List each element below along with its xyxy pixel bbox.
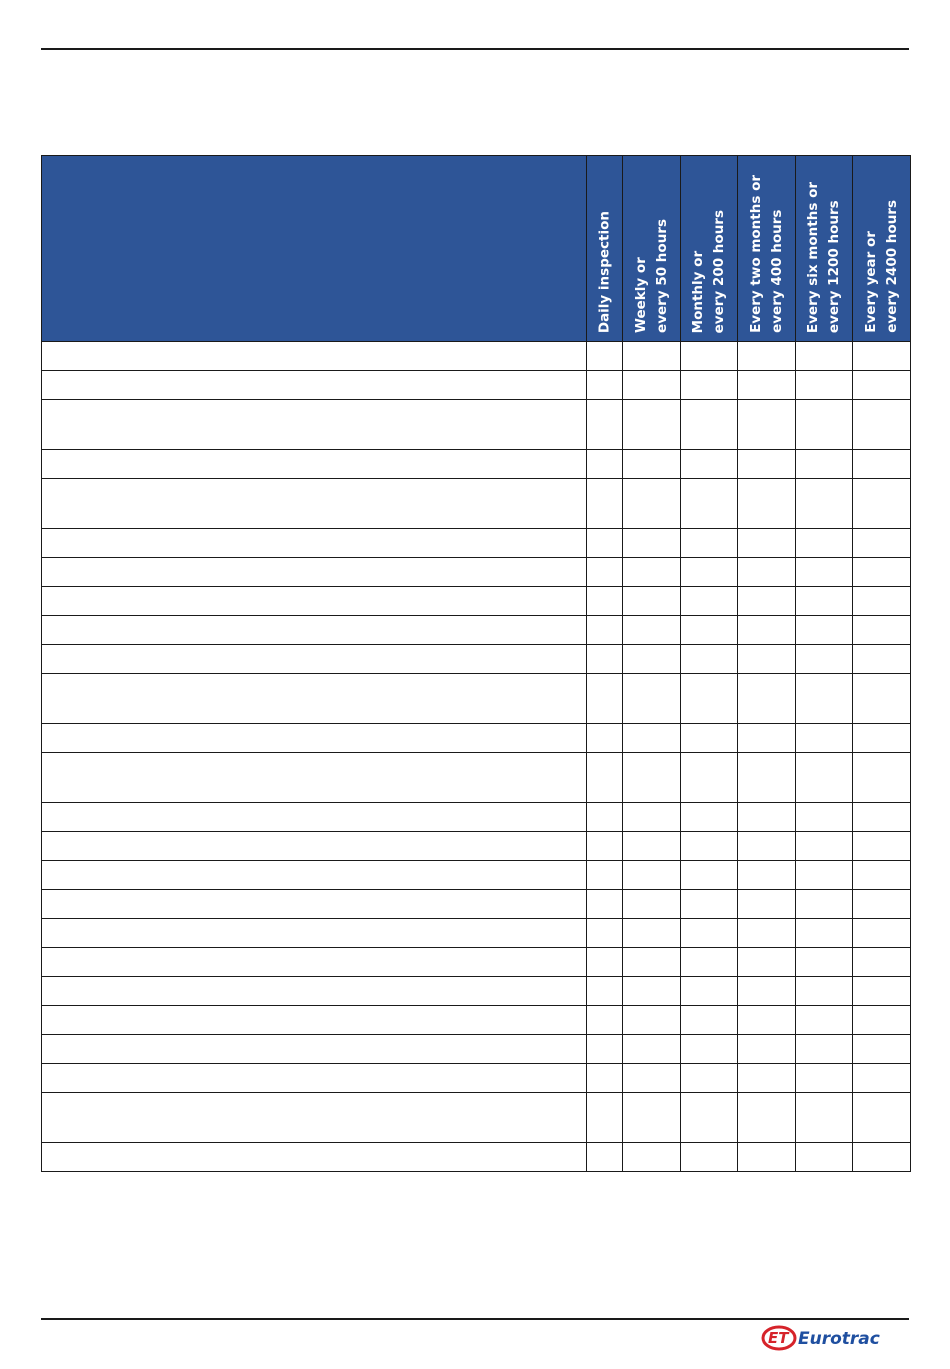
interval-check-cell bbox=[623, 400, 681, 450]
interval-check-cell bbox=[587, 479, 623, 529]
interval-check-cell bbox=[796, 919, 853, 948]
interval-check-cell bbox=[853, 753, 911, 803]
column-label: Every six months or every 1200 hours bbox=[805, 181, 842, 333]
interval-check-cell bbox=[587, 342, 623, 371]
interval-check-cell bbox=[623, 977, 681, 1006]
interval-check-cell bbox=[796, 342, 853, 371]
interval-check-cell bbox=[623, 450, 681, 479]
interval-check-cell bbox=[623, 371, 681, 400]
interval-check-cell bbox=[623, 1064, 681, 1093]
interval-check-cell bbox=[681, 861, 738, 890]
interval-check-cell bbox=[796, 674, 853, 724]
interval-check-cell bbox=[623, 587, 681, 616]
task-description-cell bbox=[42, 674, 587, 724]
table-row bbox=[42, 948, 911, 977]
maintenance-schedule-table bbox=[41, 155, 911, 1172]
interval-check-cell bbox=[681, 919, 738, 948]
task-description-cell bbox=[42, 890, 587, 919]
interval-check-cell bbox=[853, 861, 911, 890]
interval-check-cell bbox=[681, 479, 738, 529]
column-label: Daily inspection bbox=[596, 210, 612, 333]
table-row bbox=[42, 400, 911, 450]
task-description-cell bbox=[42, 1006, 587, 1035]
interval-check-cell bbox=[738, 529, 796, 558]
interval-check-cell bbox=[587, 616, 623, 645]
table-row bbox=[42, 753, 911, 803]
interval-check-cell bbox=[587, 1143, 623, 1172]
interval-check-cell bbox=[738, 1143, 796, 1172]
interval-check-cell bbox=[738, 371, 796, 400]
column-label: Every year or every 2400 hours bbox=[862, 200, 900, 333]
table-row bbox=[42, 342, 911, 371]
task-description-cell bbox=[42, 832, 587, 861]
eurotrac-logo bbox=[760, 1325, 910, 1351]
interval-check-cell bbox=[796, 861, 853, 890]
interval-check-cell bbox=[796, 1093, 853, 1143]
column-label: Weekly or every 50 hours bbox=[632, 219, 670, 333]
table-row bbox=[42, 803, 911, 832]
interval-check-cell bbox=[853, 450, 911, 479]
interval-check-cell bbox=[738, 861, 796, 890]
interval-check-cell bbox=[796, 803, 853, 832]
interval-check-cell bbox=[853, 645, 911, 674]
task-description-cell bbox=[42, 1035, 587, 1064]
interval-check-cell bbox=[796, 450, 853, 479]
interval-check-cell bbox=[681, 753, 738, 803]
header-six-months bbox=[796, 156, 853, 342]
interval-check-cell bbox=[681, 803, 738, 832]
interval-check-cell bbox=[738, 342, 796, 371]
interval-check-cell bbox=[681, 948, 738, 977]
header-description-cell bbox=[42, 156, 587, 342]
interval-check-cell bbox=[853, 1143, 911, 1172]
task-description-cell bbox=[42, 724, 587, 753]
interval-check-cell bbox=[587, 977, 623, 1006]
task-description-cell bbox=[42, 1143, 587, 1172]
interval-check-cell bbox=[587, 724, 623, 753]
interval-check-cell bbox=[587, 861, 623, 890]
interval-check-cell bbox=[681, 674, 738, 724]
interval-check-cell bbox=[853, 1093, 911, 1143]
interval-check-cell bbox=[796, 1064, 853, 1093]
interval-check-cell bbox=[796, 977, 853, 1006]
table-header-row bbox=[42, 156, 911, 342]
task-description-cell bbox=[42, 803, 587, 832]
interval-check-cell bbox=[587, 1035, 623, 1064]
interval-check-cell bbox=[587, 674, 623, 724]
interval-check-cell bbox=[853, 832, 911, 861]
interval-check-cell bbox=[623, 919, 681, 948]
interval-check-cell bbox=[587, 948, 623, 977]
interval-check-cell bbox=[738, 753, 796, 803]
interval-check-cell bbox=[796, 587, 853, 616]
interval-check-cell bbox=[796, 1143, 853, 1172]
task-description-cell bbox=[42, 342, 587, 371]
header-two-months bbox=[738, 156, 796, 342]
interval-check-cell bbox=[853, 342, 911, 371]
table-row bbox=[42, 724, 911, 753]
table-row bbox=[42, 479, 911, 529]
interval-check-cell bbox=[796, 1006, 853, 1035]
interval-check-cell bbox=[796, 724, 853, 753]
interval-check-cell bbox=[681, 400, 738, 450]
interval-check-cell bbox=[681, 1035, 738, 1064]
task-description-cell bbox=[42, 977, 587, 1006]
table-row bbox=[42, 861, 911, 890]
table-row bbox=[42, 371, 911, 400]
interval-check-cell bbox=[853, 1064, 911, 1093]
header-yearly bbox=[853, 156, 911, 342]
task-description-cell bbox=[42, 645, 587, 674]
interval-check-cell bbox=[623, 1006, 681, 1035]
task-description-cell bbox=[42, 558, 587, 587]
interval-check-cell bbox=[681, 1093, 738, 1143]
interval-check-cell bbox=[853, 479, 911, 529]
interval-check-cell bbox=[587, 558, 623, 587]
interval-check-cell bbox=[587, 371, 623, 400]
interval-check-cell bbox=[738, 803, 796, 832]
interval-check-cell bbox=[738, 1093, 796, 1143]
task-description-cell bbox=[42, 1064, 587, 1093]
task-description-cell bbox=[42, 450, 587, 479]
interval-check-cell bbox=[681, 450, 738, 479]
interval-check-cell bbox=[853, 724, 911, 753]
interval-check-cell bbox=[623, 724, 681, 753]
task-description-cell bbox=[42, 479, 587, 529]
interval-check-cell bbox=[587, 1064, 623, 1093]
interval-check-cell bbox=[738, 832, 796, 861]
interval-check-cell bbox=[853, 919, 911, 948]
interval-check-cell bbox=[738, 1035, 796, 1064]
interval-check-cell bbox=[853, 1035, 911, 1064]
interval-check-cell bbox=[681, 1006, 738, 1035]
interval-check-cell bbox=[623, 1035, 681, 1064]
interval-check-cell bbox=[681, 1143, 738, 1172]
interval-check-cell bbox=[587, 645, 623, 674]
interval-check-cell bbox=[738, 674, 796, 724]
interval-check-cell bbox=[587, 400, 623, 450]
task-description-cell bbox=[42, 753, 587, 803]
table-row bbox=[42, 1143, 911, 1172]
table-row bbox=[42, 1064, 911, 1093]
interval-check-cell bbox=[853, 616, 911, 645]
interval-check-cell bbox=[587, 587, 623, 616]
interval-check-cell bbox=[853, 1006, 911, 1035]
table-row bbox=[42, 919, 911, 948]
interval-check-cell bbox=[587, 832, 623, 861]
interval-check-cell bbox=[853, 529, 911, 558]
table-row bbox=[42, 616, 911, 645]
task-description-cell bbox=[42, 861, 587, 890]
interval-check-cell bbox=[796, 529, 853, 558]
interval-check-cell bbox=[623, 342, 681, 371]
interval-check-cell bbox=[738, 977, 796, 1006]
interval-check-cell bbox=[681, 529, 738, 558]
interval-check-cell bbox=[623, 479, 681, 529]
interval-check-cell bbox=[681, 645, 738, 674]
table-row bbox=[42, 1035, 911, 1064]
interval-check-cell bbox=[796, 479, 853, 529]
task-description-cell bbox=[42, 371, 587, 400]
table-row bbox=[42, 450, 911, 479]
interval-check-cell bbox=[623, 674, 681, 724]
interval-check-cell bbox=[623, 753, 681, 803]
table-row bbox=[42, 529, 911, 558]
interval-check-cell bbox=[623, 616, 681, 645]
interval-check-cell bbox=[587, 1093, 623, 1143]
interval-check-cell bbox=[623, 890, 681, 919]
interval-check-cell bbox=[587, 803, 623, 832]
interval-check-cell bbox=[681, 342, 738, 371]
task-description-cell bbox=[42, 400, 587, 450]
table-row bbox=[42, 890, 911, 919]
interval-check-cell bbox=[738, 616, 796, 645]
interval-check-cell bbox=[738, 948, 796, 977]
interval-check-cell bbox=[853, 977, 911, 1006]
task-description-cell bbox=[42, 616, 587, 645]
column-label: Every two months or every 400 hours bbox=[747, 175, 785, 333]
task-description-cell bbox=[42, 919, 587, 948]
interval-check-cell bbox=[681, 371, 738, 400]
interval-check-cell bbox=[796, 616, 853, 645]
interval-check-cell bbox=[623, 645, 681, 674]
interval-check-cell bbox=[587, 1006, 623, 1035]
header-weekly bbox=[623, 156, 681, 342]
table-row bbox=[42, 832, 911, 861]
interval-check-cell bbox=[681, 1064, 738, 1093]
interval-check-cell bbox=[738, 587, 796, 616]
interval-check-cell bbox=[738, 724, 796, 753]
interval-check-cell bbox=[681, 890, 738, 919]
task-description-cell bbox=[42, 1093, 587, 1143]
column-label: Monthly or every 200 hours bbox=[690, 209, 727, 333]
header-monthly bbox=[681, 156, 738, 342]
interval-check-cell bbox=[738, 645, 796, 674]
interval-check-cell bbox=[796, 1035, 853, 1064]
interval-check-cell bbox=[623, 558, 681, 587]
interval-check-cell bbox=[796, 948, 853, 977]
interval-check-cell bbox=[738, 479, 796, 529]
table-row bbox=[42, 558, 911, 587]
interval-check-cell bbox=[623, 832, 681, 861]
interval-check-cell bbox=[853, 674, 911, 724]
interval-check-cell bbox=[681, 587, 738, 616]
interval-check-cell bbox=[738, 919, 796, 948]
interval-check-cell bbox=[623, 529, 681, 558]
table-row bbox=[42, 587, 911, 616]
interval-check-cell bbox=[738, 450, 796, 479]
interval-check-cell bbox=[853, 587, 911, 616]
table-row bbox=[42, 1006, 911, 1035]
interval-check-cell bbox=[796, 558, 853, 587]
interval-check-cell bbox=[853, 400, 911, 450]
interval-check-cell bbox=[738, 1064, 796, 1093]
interval-check-cell bbox=[796, 371, 853, 400]
logo-wordmark: Eurotrac bbox=[798, 1329, 880, 1349]
interval-check-cell bbox=[681, 724, 738, 753]
task-description-cell bbox=[42, 948, 587, 977]
interval-check-cell bbox=[623, 1093, 681, 1143]
logo-monogram-icon: ET bbox=[768, 1329, 789, 1347]
interval-check-cell bbox=[796, 645, 853, 674]
interval-check-cell bbox=[587, 890, 623, 919]
interval-check-cell bbox=[587, 450, 623, 479]
interval-check-cell bbox=[796, 753, 853, 803]
interval-check-cell bbox=[738, 400, 796, 450]
interval-check-cell bbox=[587, 919, 623, 948]
interval-check-cell bbox=[623, 948, 681, 977]
interval-check-cell bbox=[681, 977, 738, 1006]
interval-check-cell bbox=[623, 861, 681, 890]
interval-check-cell bbox=[853, 948, 911, 977]
interval-check-cell bbox=[587, 529, 623, 558]
interval-check-cell bbox=[853, 371, 911, 400]
interval-check-cell bbox=[853, 890, 911, 919]
interval-check-cell bbox=[681, 616, 738, 645]
table-row bbox=[42, 645, 911, 674]
header-daily bbox=[587, 156, 623, 342]
header-rule bbox=[41, 48, 909, 50]
task-description-cell bbox=[42, 529, 587, 558]
interval-check-cell bbox=[853, 803, 911, 832]
interval-check-cell bbox=[796, 890, 853, 919]
interval-check-cell bbox=[738, 890, 796, 919]
interval-check-cell bbox=[738, 1006, 796, 1035]
table-row bbox=[42, 1093, 911, 1143]
interval-check-cell bbox=[681, 558, 738, 587]
interval-check-cell bbox=[623, 1143, 681, 1172]
table-row bbox=[42, 977, 911, 1006]
interval-check-cell bbox=[587, 753, 623, 803]
interval-check-cell bbox=[623, 803, 681, 832]
footer-rule bbox=[41, 1318, 909, 1320]
table-row bbox=[42, 674, 911, 724]
interval-check-cell bbox=[681, 832, 738, 861]
task-description-cell bbox=[42, 587, 587, 616]
interval-check-cell bbox=[796, 832, 853, 861]
interval-check-cell bbox=[738, 558, 796, 587]
interval-check-cell bbox=[853, 558, 911, 587]
interval-check-cell bbox=[796, 400, 853, 450]
